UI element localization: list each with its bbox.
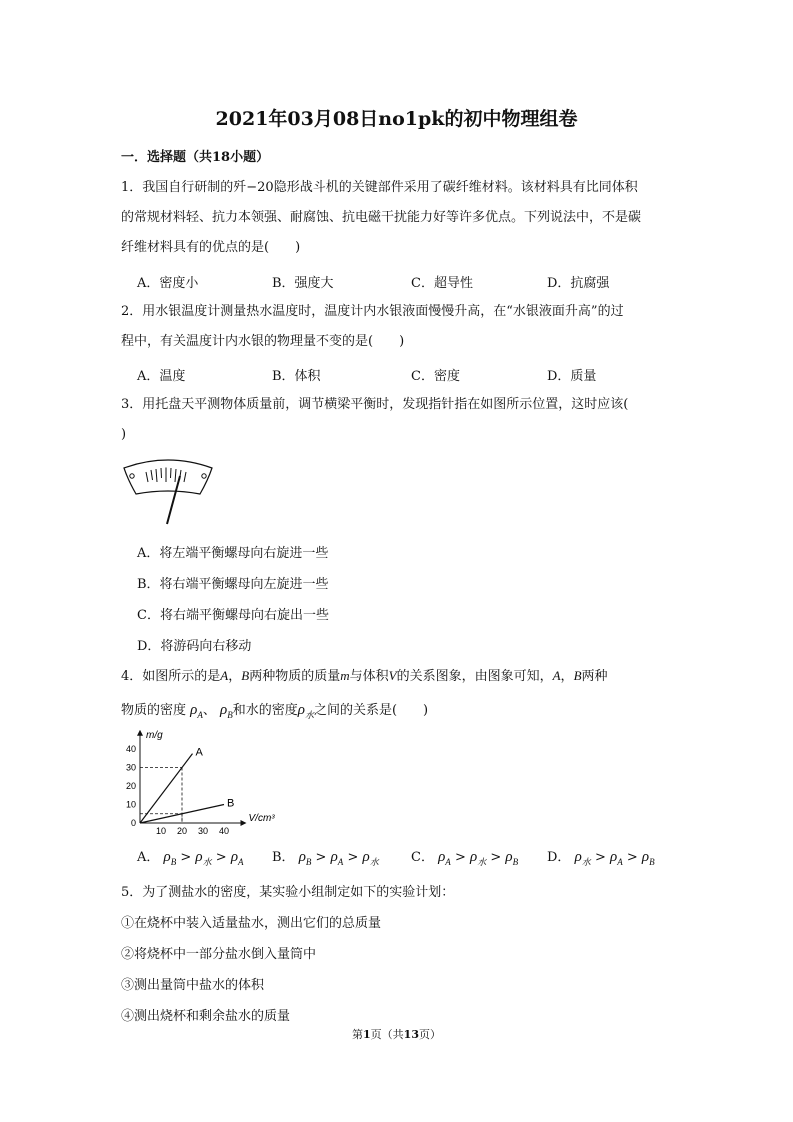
q4-text: ， <box>560 669 574 684</box>
q2-option-a: A．温度 <box>137 369 186 384</box>
q1-line1: 1．我国自行研制的歼−20隐形战斗机的关键部件采用了碳纤维材料。该材料具有比同体积 <box>121 180 638 195</box>
q4-line2 <box>121 700 428 725</box>
x-tick-label: 10 <box>155 826 167 836</box>
q4-var: V <box>388 668 397 683</box>
q4-var: B <box>241 668 250 683</box>
q4-text: 两种 <box>581 669 608 684</box>
q3-option-a: A．将左端平衡螺母向右旋进一些 <box>137 546 329 561</box>
q2-option-c: C．密度 <box>411 369 460 384</box>
q4-text: 物质的密度 <box>121 703 187 718</box>
q4-option-d: D． $\rho_水 > \rho_A > \rho_B$ <box>547 849 655 867</box>
q1-line3: 纤维材料具有的优点的是( ) <box>121 240 301 255</box>
y-tick-label: 30 <box>125 762 136 773</box>
q4-option-a: A． $\rho_B > \rho_水 > \rho_A$ <box>137 849 244 867</box>
q4-text: 的关系图象，由图象可知， <box>396 669 553 684</box>
y-tick-label: 40 <box>125 744 136 754</box>
q4-text: 与体积 <box>349 669 389 684</box>
q3-option-c: C．将右端平衡螺母向右旋出一些 <box>137 608 329 623</box>
q4-option-b: B． $\rho_B > \rho_A > \rho_水$ <box>272 849 379 867</box>
section-heading: 一．选择题（共18小题） <box>121 150 270 165</box>
q2-line1: 2．用水银温度计测量热水温度时，温度计内水银液面慢慢升高，在“水银液面升高”的过 <box>121 304 624 319</box>
q2-option-b: B．体积 <box>272 369 321 384</box>
q1-line2: 的常规材料轻、抗力本领强、耐腐蚀、抗电磁干扰能力好等许多优点。下列说法中，不是碳 <box>121 210 642 225</box>
q5-step-3: ③测出量筒中盐水的体积 <box>121 978 265 993</box>
mass-volume-chart <box>110 730 280 836</box>
q5-step-2: ②将烧杯中一部分盐水倒入量筒中 <box>121 947 317 962</box>
page-title: 2021年03月08日no1pk的初中物理组卷 <box>215 108 578 130</box>
q4-text: 和水的密度 <box>232 703 298 718</box>
q4-var: m <box>340 668 350 683</box>
q4-line1 <box>121 666 608 687</box>
q4-var: A <box>220 668 229 683</box>
series-label-A: A <box>195 746 203 759</box>
balance-pointer-figure <box>120 458 216 526</box>
q3-line1: 3．用托盘天平测物体质量前，调节横梁平衡时，发现指针指在如图所示位置，这时应该( <box>121 397 629 412</box>
q4-var: A <box>552 668 561 683</box>
q3-option-d: D．将游码向右移动 <box>137 639 252 654</box>
q1-option-b: B．强度大 <box>272 276 334 291</box>
x-tick-label: 40 <box>218 826 230 836</box>
x-axis-label: V/cm³ <box>248 813 275 824</box>
x-tick-label: 30 <box>197 826 209 836</box>
q5-line1: 5．为了测盐水的密度，某实验小组制定如下的实验计划： <box>121 885 455 900</box>
rho-water: $\rho_水$ <box>297 702 314 720</box>
q4-var: B <box>573 668 582 683</box>
y-tick-label: 10 <box>125 799 136 810</box>
q4-text: 两种物质的质量 <box>249 669 341 684</box>
y-tick-label: 0 <box>130 818 136 828</box>
q4-text: 之间的关系是( ) <box>313 703 429 718</box>
y-axis-arrow <box>137 730 143 736</box>
q5-step-4: ④测出烧杯和剩余盐水的质量 <box>121 1009 291 1024</box>
q3-option-b: B．将右端平衡螺母向左旋进一些 <box>137 577 329 592</box>
rho-b: $\rho_B$ <box>220 702 233 720</box>
q4-text: ， <box>228 669 242 684</box>
x-tick-label: 20 <box>176 826 188 836</box>
q3-line2: ) <box>121 427 127 442</box>
q1-option-a: A．密度小 <box>137 276 199 291</box>
q5-step-1: ①在烧杯中装入适量盐水，测出它们的总质量 <box>121 916 382 931</box>
y-axis-label: m/g <box>146 730 163 741</box>
q2-line2: 程中，有关温度计内水银的物理量不变的是( ) <box>121 334 405 349</box>
q4-text: 、 <box>202 703 216 718</box>
q4-text: 4．如图所示的是 <box>121 669 221 684</box>
x-axis-arrow <box>241 820 247 826</box>
page-footer: 第1页（共13页） <box>352 1028 441 1041</box>
q2-option-d: D．质量 <box>547 369 597 384</box>
q4-option-c: C． $\rho_A > \rho_水 > \rho_B$ <box>411 849 519 867</box>
y-tick-label: 20 <box>125 781 136 791</box>
q1-option-d: D．抗腐强 <box>547 276 610 291</box>
series-label-B: B <box>227 797 235 810</box>
rho-a: $\rho_A$ <box>190 702 203 720</box>
q1-option-c: C．超导性 <box>411 276 473 291</box>
